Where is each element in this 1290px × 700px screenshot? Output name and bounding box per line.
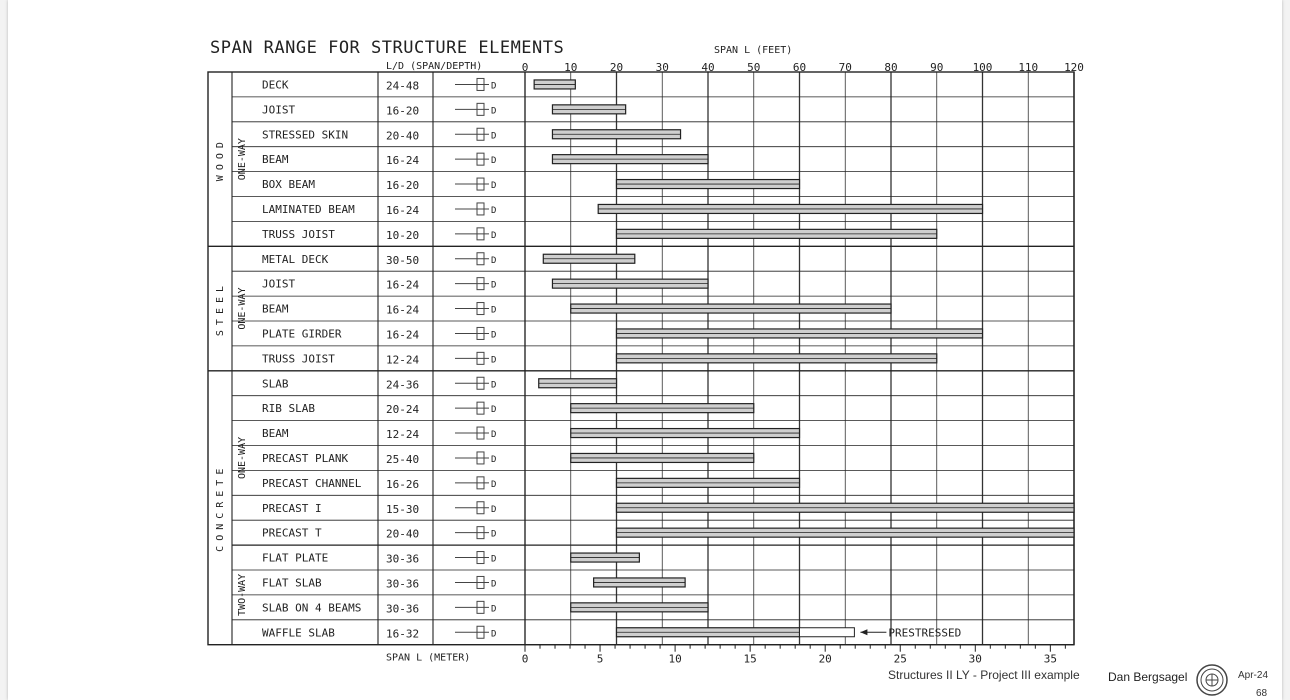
top-tick-label: 0: [521, 61, 529, 74]
depth-marker: D: [491, 629, 497, 640]
bottom-tick-label: 15: [743, 652, 757, 666]
bottom-tick-label: 5: [596, 652, 604, 666]
ld-ratio: 16-24: [386, 154, 420, 168]
depth-marker: D: [491, 405, 497, 416]
system-label: ONE-WAY: [237, 138, 248, 181]
footer-author: Dan Bergsagel: [1108, 670, 1188, 684]
element-name: LAMINATED BEAM: [262, 202, 355, 216]
element-name: JOIST: [262, 103, 296, 117]
ld-ratio: 30-36: [386, 577, 420, 591]
bottom-tick-label: 10: [668, 652, 682, 666]
ld-ratio: 10-20: [386, 228, 420, 242]
ld-ratio: 30-36: [386, 552, 420, 566]
ld-ratio: 16-24: [386, 303, 420, 317]
span-range-chart: [8, 0, 1282, 700]
slide: [8, 0, 1282, 700]
depth-marker: D: [491, 330, 497, 341]
university-seal-icon: [1196, 664, 1228, 696]
element-name: BEAM: [262, 302, 289, 316]
depth-marker: D: [491, 305, 497, 316]
element-name: BEAM: [262, 427, 289, 441]
bottom-tick-label: 30: [968, 652, 982, 666]
ld-ratio: 16-24: [386, 203, 420, 217]
depth-marker: D: [491, 81, 497, 92]
ld-ratio: 30-50: [386, 253, 420, 267]
footer-page-number: 68: [1256, 688, 1268, 699]
bottom-axis-label: SPAN L (METER): [386, 652, 471, 664]
element-name: SLAB ON 4 BEAMS: [262, 601, 362, 615]
depth-marker: D: [491, 529, 497, 540]
ld-ratio: 12-24: [386, 428, 420, 442]
element-name: PRECAST PLANK: [262, 451, 349, 465]
depth-marker: D: [491, 579, 497, 590]
ld-ratio: 16-26: [386, 477, 420, 491]
element-name: PRECAST I: [262, 501, 322, 515]
top-tick-label: 20: [609, 61, 624, 74]
material-label: WOOD: [215, 137, 226, 182]
top-tick-label: 40: [701, 61, 715, 74]
ld-ratio: 24-48: [386, 79, 420, 93]
top-tick-label: 120: [1064, 61, 1084, 74]
depth-marker: D: [491, 355, 497, 366]
material-label: STEEL: [215, 280, 226, 337]
element-name: FLAT SLAB: [262, 576, 322, 590]
top-tick-label: 90: [930, 61, 944, 74]
depth-marker: D: [491, 255, 497, 266]
top-tick-label: 50: [747, 61, 761, 74]
element-name: BOX BEAM: [262, 178, 315, 192]
ld-ratio: 24-36: [386, 378, 420, 392]
element-name: FLAT PLATE: [262, 551, 329, 565]
element-name: SLAB: [262, 377, 289, 391]
element-name: PLATE GIRDER: [262, 327, 342, 341]
top-tick-label: 10: [564, 61, 578, 74]
ld-ratio: 20-24: [386, 403, 420, 417]
system-label: TWO-WAY: [237, 573, 248, 616]
bottom-tick-label: 25: [893, 652, 907, 666]
depth-marker: D: [491, 156, 497, 167]
ld-ratio: 16-24: [386, 278, 420, 292]
depth-marker: D: [491, 230, 497, 241]
top-tick-label: 110: [1018, 61, 1039, 74]
element-name: STRESSED SKIN: [262, 128, 349, 142]
element-name: METAL DECK: [262, 252, 329, 266]
ld-header: L/D (SPAN/DEPTH): [386, 61, 483, 72]
depth-marker: D: [491, 454, 497, 465]
ld-ratio: 30-36: [386, 602, 420, 616]
element-name: TRUSS JOIST: [262, 352, 335, 366]
footer-date: Apr-24: [1238, 670, 1269, 681]
top-tick-label: 30: [655, 61, 669, 74]
ld-ratio: 20-40: [386, 527, 420, 541]
depth-marker: D: [491, 504, 497, 515]
prestressed-range-bar: [800, 628, 855, 637]
element-name: TRUSS JOIST: [262, 227, 335, 241]
depth-marker: D: [491, 604, 497, 615]
top-axis-label: SPAN L (FEET): [714, 45, 793, 56]
system-label: ONE-WAY: [237, 436, 248, 480]
ld-ratio: 16-32: [386, 627, 420, 641]
depth-marker: D: [491, 380, 497, 391]
depth-marker: D: [491, 131, 497, 142]
element-name: PRECAST CHANNEL: [262, 476, 362, 490]
chart-title: SPAN RANGE FOR STRUCTURE ELEMENTS: [210, 38, 565, 58]
top-tick-label: 60: [792, 61, 807, 74]
system-label: ONE-WAY: [237, 287, 248, 330]
ld-ratio: 16-20: [386, 104, 420, 118]
depth-marker: D: [491, 280, 497, 291]
depth-marker: D: [491, 181, 497, 192]
depth-marker: D: [491, 554, 497, 565]
ld-ratio: 16-20: [386, 179, 420, 193]
bottom-tick-label: 35: [1043, 652, 1057, 666]
depth-marker: D: [491, 479, 497, 490]
ld-ratio: 20-40: [386, 129, 420, 143]
bottom-tick-label: 20: [818, 652, 832, 666]
ld-ratio: 12-24: [386, 353, 420, 367]
ld-ratio: 16-24: [386, 328, 420, 342]
element-name: PRECAST T: [262, 526, 322, 540]
ld-ratio: 15-30: [386, 502, 420, 516]
element-name: BEAM: [262, 153, 289, 167]
annotation-text: PRESTRESSED: [888, 626, 962, 640]
depth-marker: D: [491, 205, 497, 216]
annotation-arrowhead-icon: [860, 629, 867, 635]
element-name: DECK: [262, 78, 289, 92]
top-tick-label: 70: [838, 61, 852, 74]
depth-marker: D: [491, 106, 497, 117]
ld-ratio: 25-40: [386, 452, 420, 466]
depth-marker: D: [491, 430, 497, 441]
material-label: CONCRETE: [215, 463, 226, 552]
element-name: RIB SLAB: [262, 402, 315, 416]
bottom-tick-label: 0: [521, 652, 529, 666]
footer-caption: Structures II LY - Project III example: [888, 668, 1080, 682]
top-tick-label: 80: [884, 61, 898, 74]
top-tick-label: 100: [972, 61, 993, 74]
element-name: WAFFLE SLAB: [262, 626, 335, 640]
element-name: JOIST: [262, 277, 296, 291]
